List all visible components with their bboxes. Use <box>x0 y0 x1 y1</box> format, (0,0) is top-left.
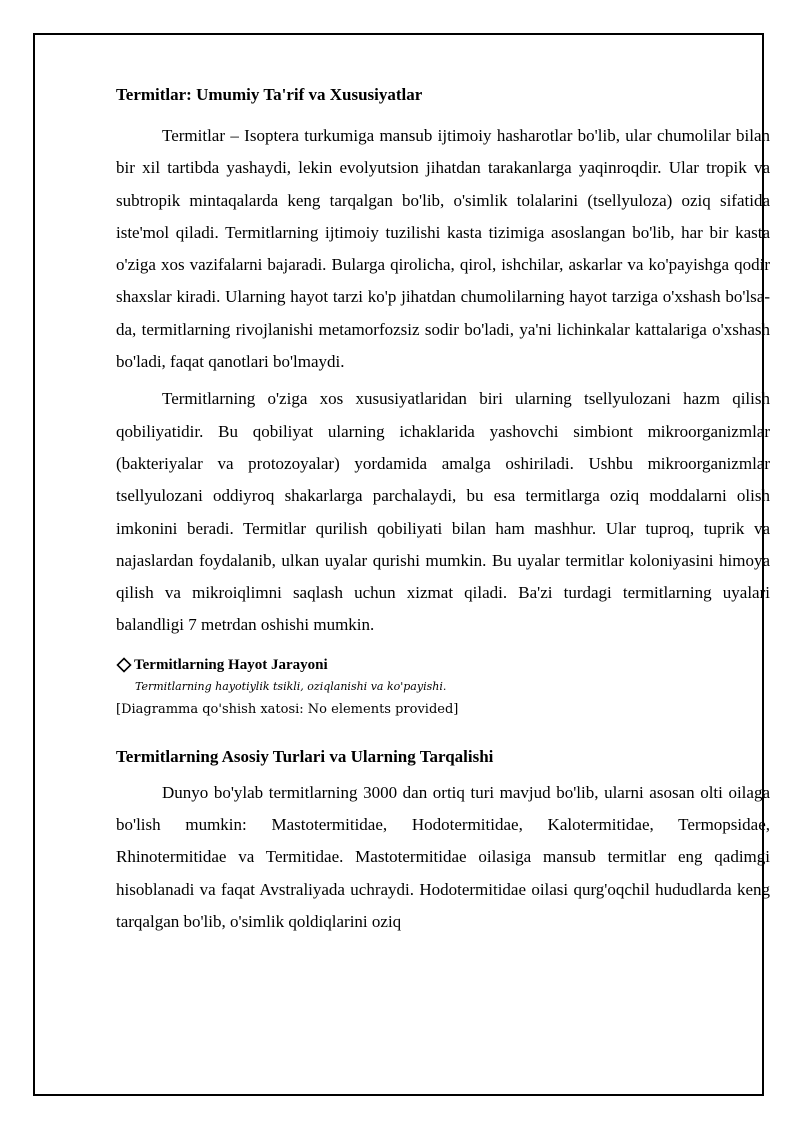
diamond-icon <box>116 657 132 673</box>
paragraph-types: Dunyo bo'ylab termitlarning 3000 dan ortiq turi mavjud bo'lib, ularni asosan olti oilaga bo'lish mumkin: Mastotermitidae, Hodotermitidae, Kalotermitidae, Termopsidae, Rhinotermitidae va Termitidae. Mastotermitidae oilasiga mansub termitlar eng qadimgi hisoblanadi va faqat Avstraliyada uchraydi. Hodotermitidae oilasi qurg'oqchil hududlarda keng tarqalgan bo'lib, o'simlik qoldiqlarini oziq <box>116 782 770 931</box>
section-heading-types: Termitlarning Asosiy Turlari va Ularning Tarqalishi <box>116 746 494 766</box>
document-content <box>116 80 770 938</box>
diagram-title: Termitlarning Hayot Jarayoni <box>134 656 328 673</box>
paragraph-definition: Termitlar – Isoptera turkumiga mansub ijtimoiy hasharotlar bo'lib, ular chumolilar bilan bir xil tartibda yashaydi, lekin evolyutsion jihatdan tarakanlarga yaqinroqdir. Ular tropik va subtropik mintaqalarda keng tarqalgan bo'lib, o'simlik tolalarini (tsellyuloza) oziq sifatida iste'mol qiladi. Termitlarning ijtimoiy tuzilishi kasta tizimiga asoslangan bo'lib, har bir kasta o'ziga xos vazifalarni bajaradi. Bularga qirolicha, qirol, ishchilar, askarlar va ko'payishga qodir shaxslar kiradi. Ularning hayot tarzi ko'p jihatdan chumolilarning hayot tarziga o'xshash bo'lsa-da, termitlarning rivojlanishi metamorfozsiz sodir bo'ladi, ya'ni lichinkalar kattalariga o'xshash bo'ladi, faqat qanotlari bo'lmaydi. <box>116 126 770 372</box>
diagram-block <box>116 655 770 719</box>
section-heading-definition: Termitlar: Umumiy Ta'rif va Xususiyatlar <box>116 85 423 104</box>
diagram-subtitle: Termitlarning hayotiylik tsikli, oziqlanishi va ko'payishi. <box>135 679 447 693</box>
diagram-title-row <box>116 655 770 675</box>
diagram-error-message: [Diagramma qo'shish xatosi: No elements provided] <box>116 701 459 717</box>
paragraph-cellulose: Termitlarning o'ziga xos xususiyatlaridan biri ularning tsellyulozani hazm qilish qobiliyatidir. Bu qobiliyat ularning ichaklarida yashovchi simbiont mikroorganizmlar (bakteriyalar va protozoyalar) yordamida amalga oshiriladi. Ushbu mikroorganizmlar tsellyulozani oddiyroq shakarlarga parchalaydi, bu esa termitlarga oziq moddalarni olish imkonini beradi. Termitlar qurilish qobiliyati bilan ham mashhur. Ular tuproq, tuprik va najaslardan foydalanib, ulkan uyalar qurishi mumkin. Bu uyalar termitlar koloniyasini himoya qilish va mikroiqlimni saqlash uchun xizmat qiladi. Ba'zi turdagi termitlarning uyalari balandligi 7 metrdan oshishi mumkin. <box>116 389 770 635</box>
